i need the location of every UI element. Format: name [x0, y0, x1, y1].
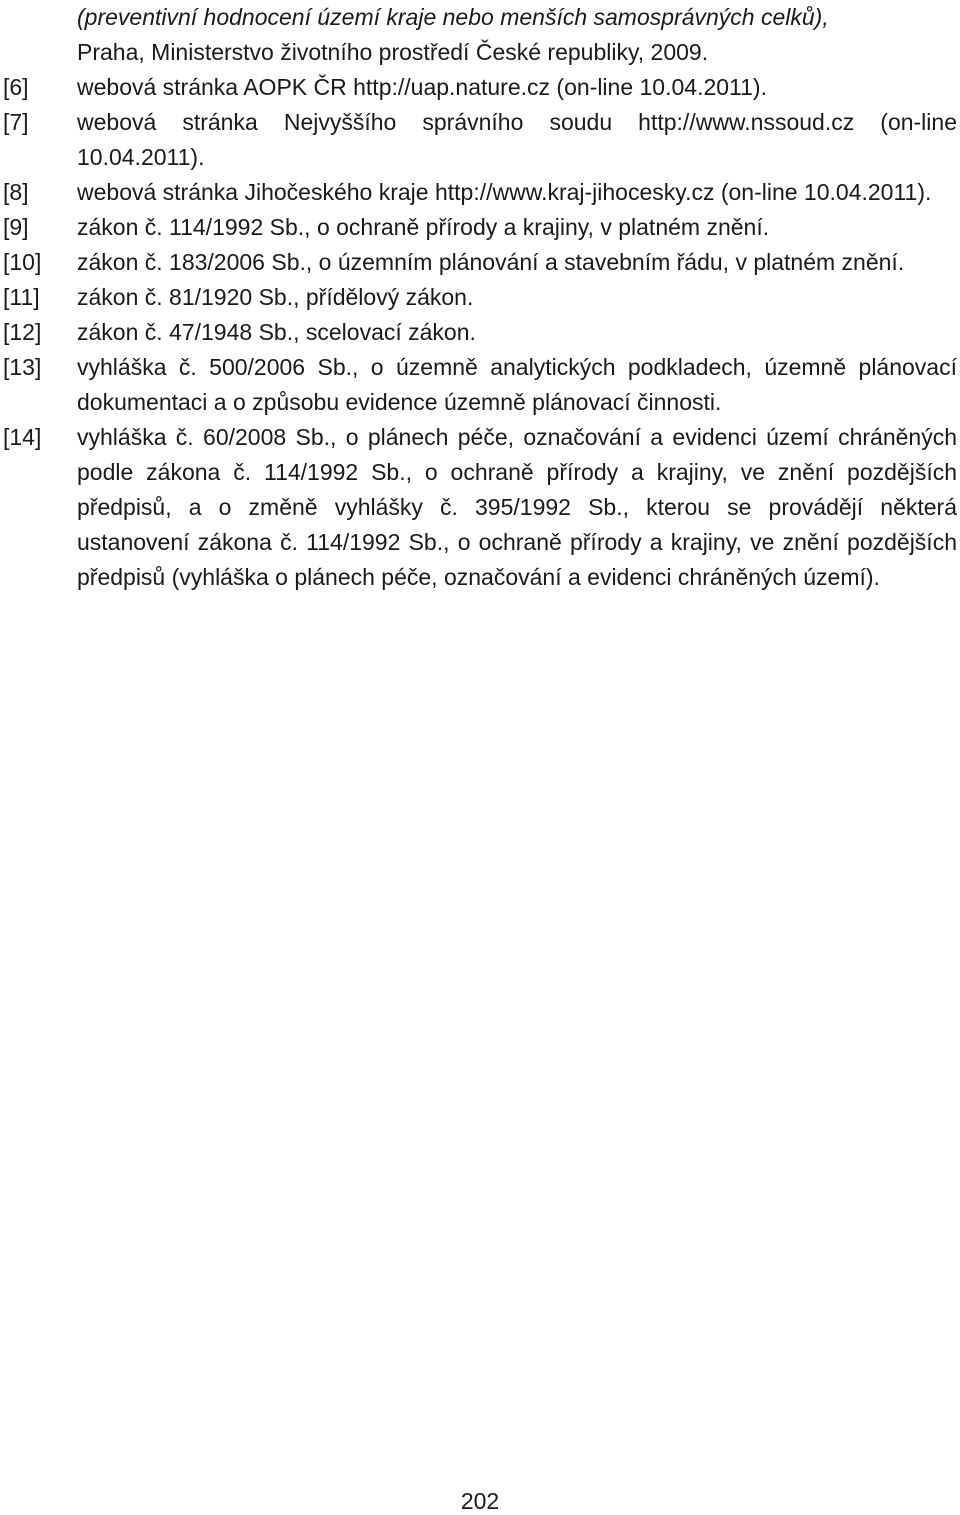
- reference-item-14: [0, 420, 960, 595]
- reference-number: [6]: [3, 74, 29, 100]
- reference-number: [11]: [3, 284, 40, 310]
- reference-text: zákon č. 47/1948 Sb., scelovací zákon.: [77, 319, 476, 345]
- reference-number: [7]: [3, 109, 29, 135]
- reference-text: webová stránka Jihočeského kraje http://www.kraj-jihocesky.cz (on-line 10.04.2011).: [77, 179, 932, 205]
- reference-text: vyhláška č. 500/2006 Sb., o územně analytických podkladech, územně plánovací dokumentaci a o způsobu evidence územně plánovací činnosti.: [77, 354, 957, 415]
- reference-text: webová stránka Nejvyššího správního soudu http://www.nssoud.cz (on-line 10.04.2011).: [77, 109, 957, 170]
- reference-item-7: [0, 105, 960, 175]
- reference-number: [13]: [3, 354, 42, 380]
- reference-text: zákon č. 114/1992 Sb., o ochraně přírody a krajiny, v platném znění.: [77, 214, 770, 240]
- reference-text: zákon č. 183/2006 Sb., o územním plánování a stavebním řádu, v platném znění.: [77, 249, 905, 275]
- reference-item-11: [0, 280, 960, 315]
- reference-number: [10]: [3, 249, 42, 275]
- reference-text: webová stránka AOPK ČR http://uap.nature.cz (on-line 10.04.2011).: [77, 74, 767, 100]
- reference-item-8: [0, 175, 960, 210]
- reference-item-10: [0, 245, 960, 280]
- reference-number: [9]: [3, 214, 29, 240]
- reference-text: zákon č. 81/1920 Sb., přídělový zákon.: [77, 284, 474, 310]
- reference-item-9: [0, 210, 960, 245]
- reference-item-6: [0, 70, 960, 105]
- reference-continuation-normal: Praha, Ministerstvo životního prostředí České republiky, 2009.: [77, 39, 709, 65]
- reference-list: [0, 70, 960, 595]
- reference-continuation-italic: (preventivní hodnocení území kraje nebo menších samosprávných celků),: [77, 4, 829, 30]
- reference-item-13: [0, 350, 960, 420]
- reference-continuation: [77, 0, 957, 70]
- reference-text: vyhláška č. 60/2008 Sb., o plánech péče, označování a evidenci území chráněných podle zákona č. 114/1992 Sb., o ochraně přírody a krajiny, ve znění pozdějších předpisů, a o změně vyhlášky č. 395/1992 Sb., kterou se provádějí některá ustanovení zákona č. 114/1992 Sb., o ochraně přírody a krajiny, ve znění pozdějších předpisů (vyhláška o plánech péče, označování a evidenci chráněných území).: [77, 424, 957, 590]
- reference-number: [14]: [3, 424, 42, 450]
- reference-number: [8]: [3, 179, 29, 205]
- reference-number: [12]: [3, 319, 42, 345]
- reference-item-12: [0, 315, 960, 350]
- page-number: 202: [460, 1488, 500, 1514]
